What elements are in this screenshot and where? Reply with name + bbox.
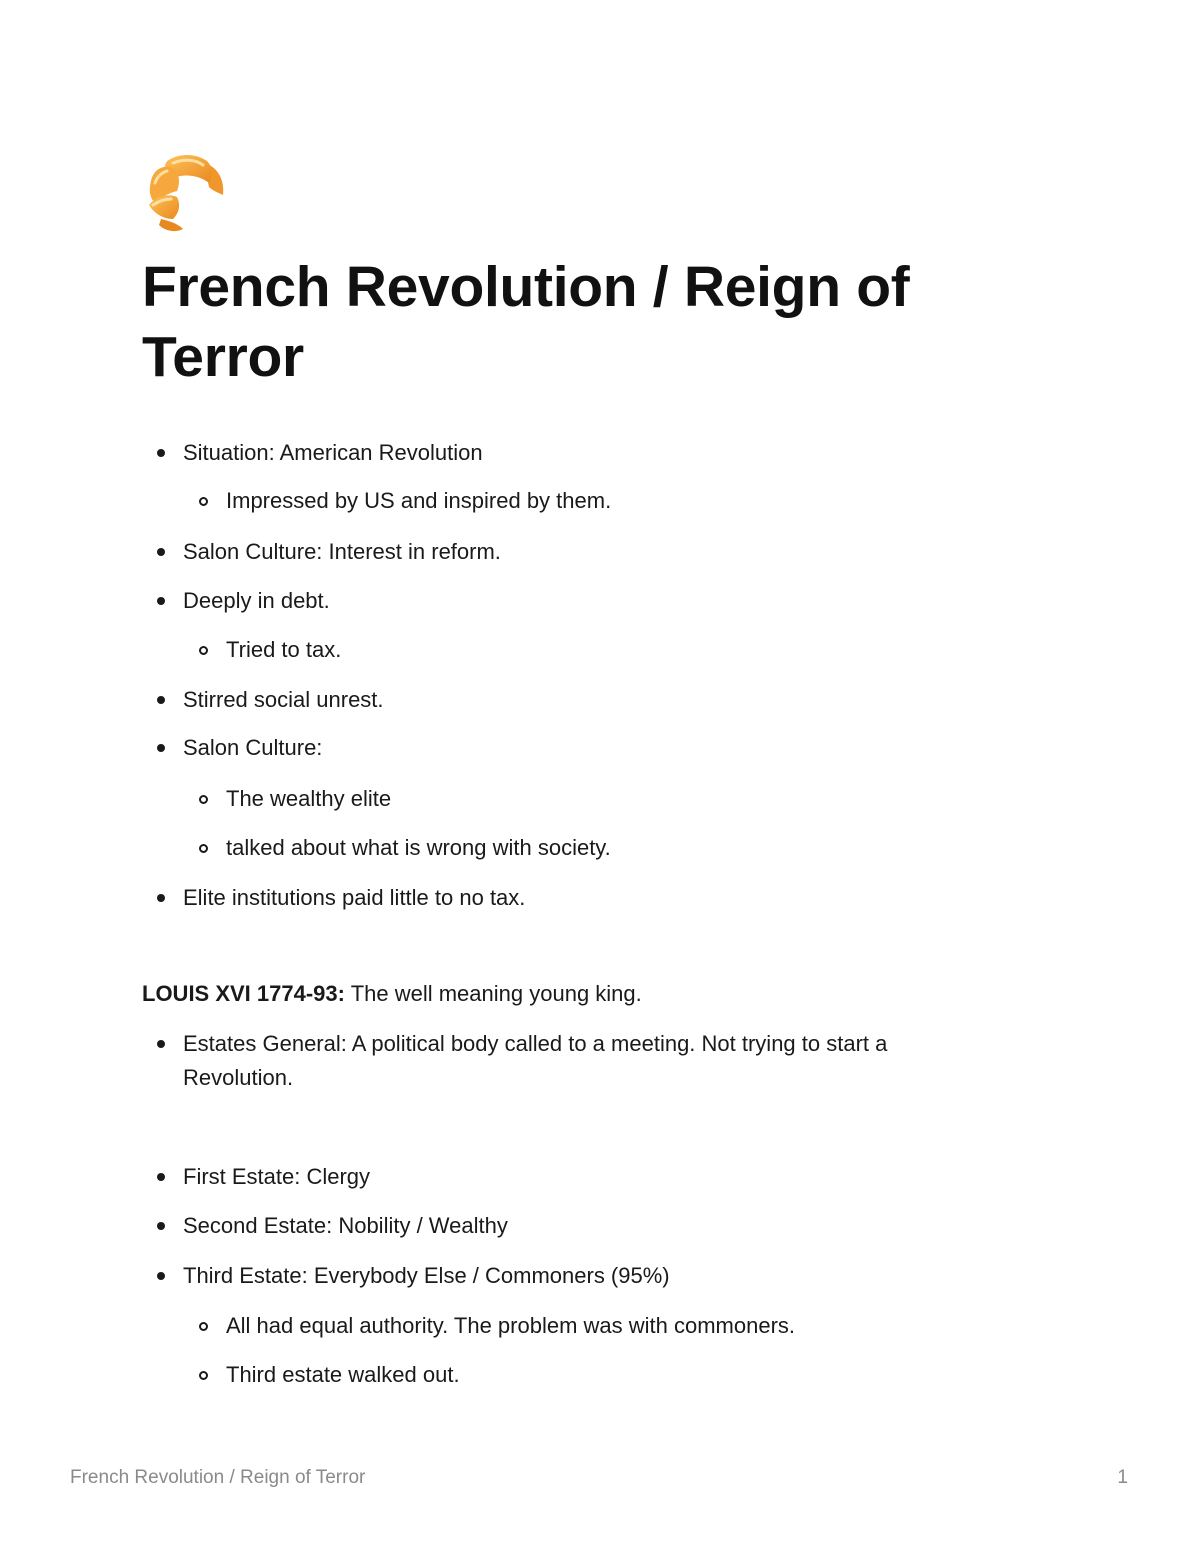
list-item: Elite institutions paid little to no tax. bbox=[183, 885, 526, 910]
bullet-marker bbox=[157, 894, 165, 902]
croissant-icon bbox=[143, 153, 227, 233]
sub-bullet-marker bbox=[199, 646, 208, 655]
sub-list-item: Tried to tax. bbox=[226, 637, 342, 662]
sub-list-item: The wealthy elite bbox=[226, 786, 392, 811]
sub-list-item: talked about what is wrong with society. bbox=[226, 835, 611, 860]
bullet-marker bbox=[157, 1040, 165, 1048]
louis-label: LOUIS XVI 1774-93: bbox=[142, 981, 345, 1006]
louis-paragraph bbox=[142, 977, 642, 1011]
sub-list-item: Impressed by US and inspired by them. bbox=[226, 488, 612, 513]
bullet-marker bbox=[157, 449, 165, 457]
list-item: Deeply in debt. bbox=[183, 588, 330, 613]
list-item: Third Estate: Everybody Else / Commoners (95%) bbox=[183, 1263, 670, 1288]
list-item: Estates General: A political body called to a meeting. Not trying to start a Revolution. bbox=[183, 1031, 888, 1090]
sub-list-item: All had equal authority. The problem was with commoners. bbox=[226, 1313, 796, 1338]
page-number: 1 bbox=[1117, 1467, 1128, 1488]
footer-title: French Revolution / Reign of Terror bbox=[70, 1467, 366, 1488]
sub-bullet-marker bbox=[199, 795, 208, 804]
list-item: Salon Culture: Interest in reform. bbox=[183, 539, 501, 564]
bullet-marker bbox=[157, 597, 165, 605]
sub-bullet-marker bbox=[199, 497, 208, 506]
bullet-marker bbox=[157, 1222, 165, 1230]
list-item: Salon Culture: bbox=[183, 735, 323, 760]
louis-text: The well meaning young king. bbox=[344, 981, 642, 1006]
sub-bullet-marker bbox=[199, 1371, 208, 1380]
bullet-marker bbox=[157, 696, 165, 704]
sub-list-item: Third estate walked out. bbox=[226, 1362, 460, 1387]
list-item: First Estate: Clergy bbox=[183, 1164, 371, 1189]
bullet-marker bbox=[157, 744, 165, 752]
page-title: French Revolution / Reign of Terror bbox=[142, 255, 910, 389]
bullet-marker bbox=[157, 548, 165, 556]
list-item: Second Estate: Nobility / Wealthy bbox=[183, 1213, 508, 1238]
bullet-marker bbox=[157, 1272, 165, 1280]
list-item: Stirred social unrest. bbox=[183, 687, 384, 712]
sub-bullet-marker bbox=[199, 844, 208, 853]
bullet-marker bbox=[157, 1173, 165, 1181]
sub-bullet-marker bbox=[199, 1322, 208, 1331]
list-item: Situation: American Revolution bbox=[183, 440, 483, 465]
